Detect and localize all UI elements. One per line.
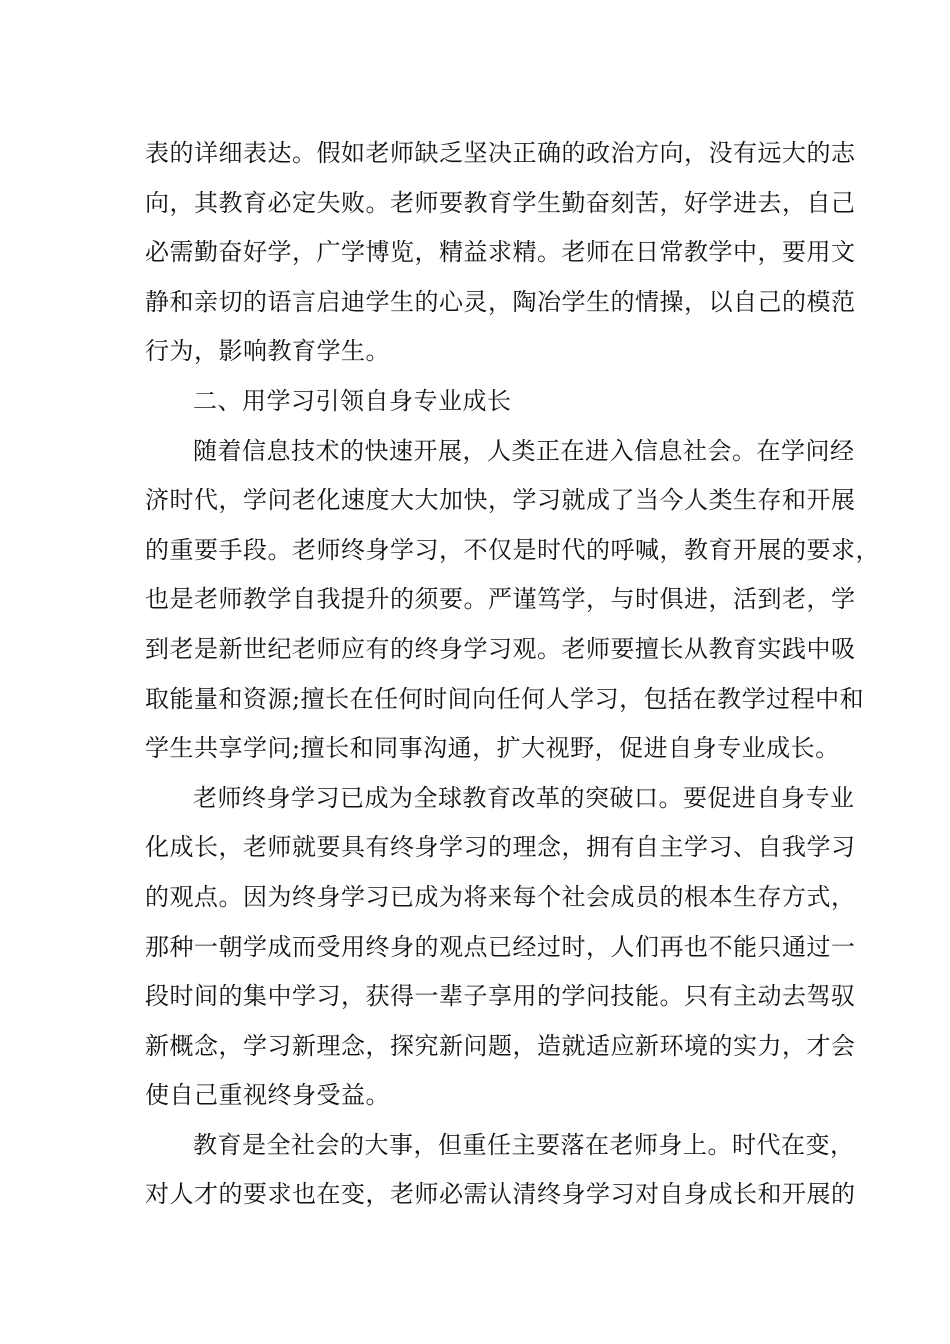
text-line: 行为，影响教育学生。 <box>145 337 390 366</box>
text-line: 取能量和资源;擅长在任何时间向任何人学习，包括在教学过程中和 <box>145 684 865 713</box>
section-heading: 二、用学习引领自身专业成长 <box>193 386 512 415</box>
text-line: 到老是新世纪老师应有的终身学习观。老师要擅长从教育实践中吸 <box>145 634 856 663</box>
text-line: 的观点。因为终身学习已成为将来每个社会成员的根本生存方式， <box>145 882 856 911</box>
text-line: 新概念，学习新理念，探究新问题，造就适应新环境的实力，才会 <box>145 1031 856 1060</box>
text-line: 济时代，学问老化速度大大加快，学习就成了当今人类生存和开展 <box>145 486 856 515</box>
text-line: 随着信息技术的快速开展，人类正在进入信息社会。在学问经 <box>193 436 855 465</box>
text-line: 教育是全社会的大事，但重任主要落在老师身上。时代在变， <box>193 1130 855 1159</box>
text-line: 也是老师教学自我提升的须要。严谨笃学，与时俱进，活到老，学 <box>145 585 856 614</box>
text-line: 学生共享学问;擅长和同事沟通，扩大视野，促进自身专业成长。 <box>145 734 840 763</box>
text-line: 静和亲切的语言启迪学生的心灵，陶冶学生的情操，以自己的模范 <box>145 287 856 316</box>
text-line: 的重要手段。老师终身学习，不仅是时代的呼喊，教育开展的要求， <box>145 535 880 564</box>
text-line: 必需勤奋好学，广学博览，精益求精。老师在日常教学中，要用文 <box>145 238 856 267</box>
text-line: 段时间的集中学习，获得一辈子享用的学问技能。只有主动去驾驭 <box>145 982 856 1011</box>
text-line: 向，其教育必定失败。老师要教育学生勤奋刻苦，好学进去，自己 <box>145 188 856 217</box>
text-line: 表的详细表达。假如老师缺乏坚决正确的政治方向，没有远大的志 <box>145 139 856 167</box>
text-line: 化成长，老师就要具有终身学习的理念，拥有自主学习、自我学习 <box>145 833 856 862</box>
text-line: 那种一朝学成而受用终身的观点已经过时，人们再也不能只通过一 <box>145 932 856 961</box>
text-line: 对人才的要求也在变，老师必需认清终身学习对自身成长和开展的 <box>145 1180 856 1209</box>
document-body <box>145 129 880 1220</box>
text-line: 使自己重视终身受益。 <box>145 1081 390 1110</box>
text-line: 老师终身学习已成为全球教育改革的突破口。要促进自身专业 <box>193 783 855 812</box>
